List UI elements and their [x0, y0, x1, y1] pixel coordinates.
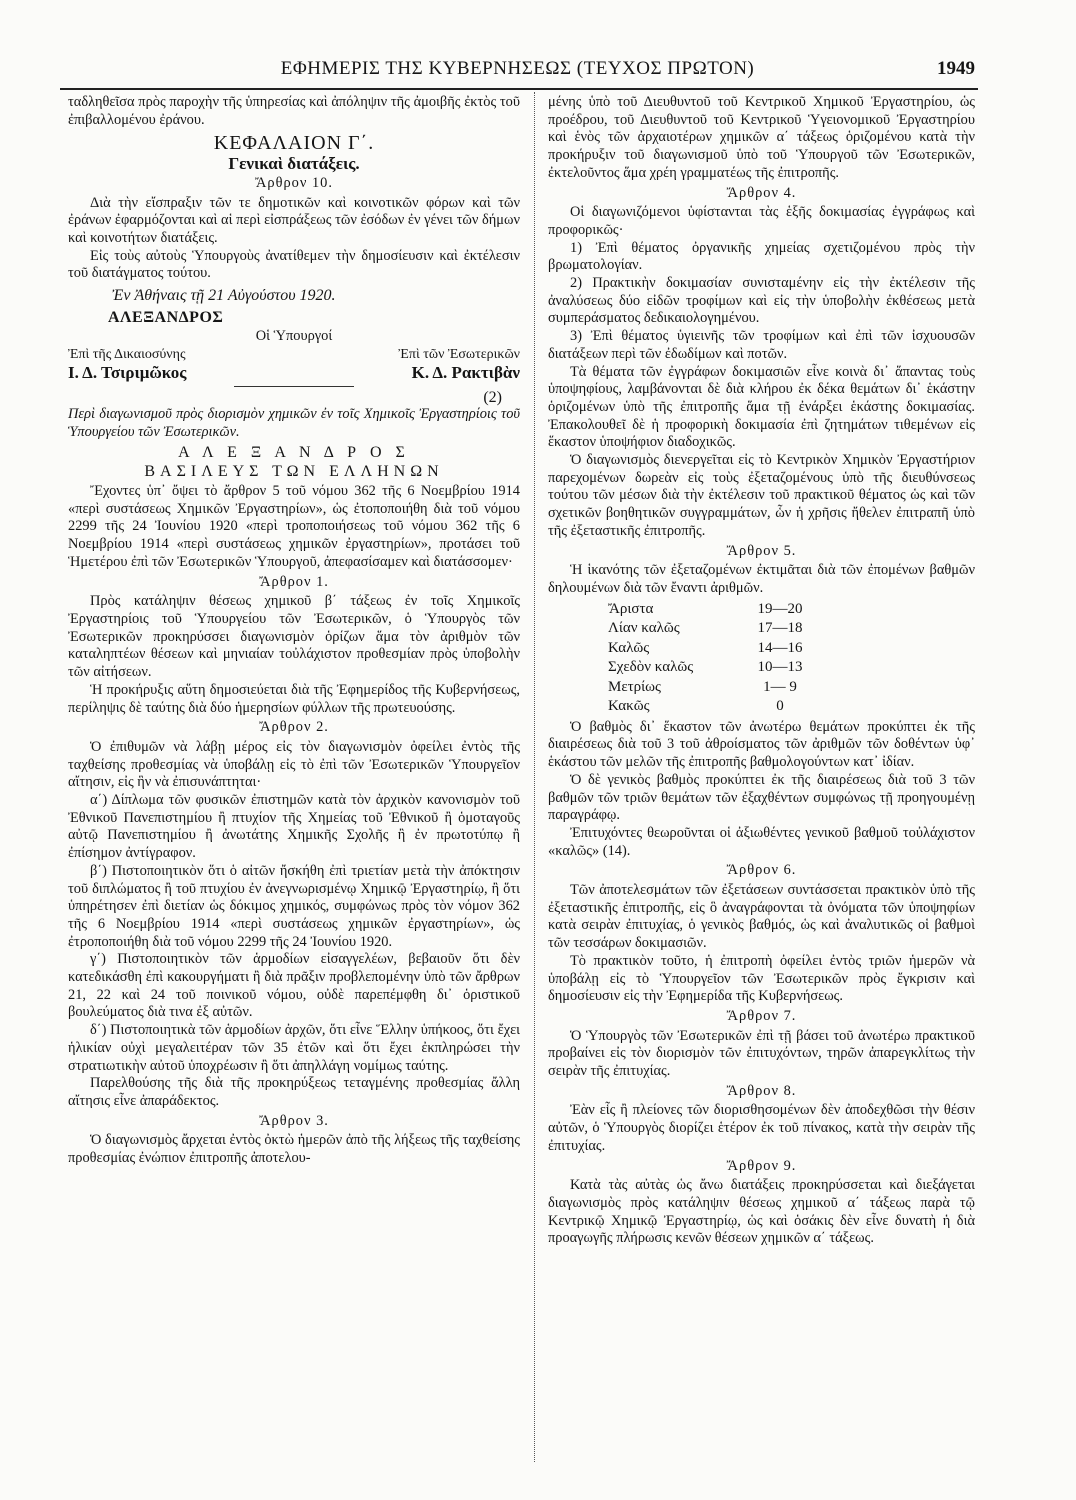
article-8-paragraph: Ἐὰν εἷς ἢ πλείονες τῶν διορισθησομένων δὲν ἀποδεχθῶσι τὴν θέσιν αὐτῶν, ὁ Ὑπουργὸς διορίζει ἑτέρον ἐκ τοῦ πίνακος, κατὰ τὴν σειρὰν τῆς ἐπιτυχίας. — [548, 1102, 975, 1154]
article-7-paragraph: Ὁ Ὑπουργὸς τῶν Ἐσωτερικῶν ἐπὶ τῇ βάσει τοῦ ἀνωτέρω πρακτικοῦ προβαίνει εἰς τὸν διορισμὸν τῶν ἐπιτυχόντων, τηρῶν ἀπαρεγκλίτως τὴν σειρὰν τῆς ἐπιτυχίας. — [548, 1027, 975, 1080]
column-divider — [534, 92, 535, 1462]
article-4-paragraph: Τὰ θέματα τῶν ἐγγράφων δοκιμασιῶν εἶνε κοινὰ δι᾿ ἅπαντας τοὺς ὑποψηφίους, λαμβάνονται δὲ διὰ κλήρου ἐκ δέκα θεμάτων δι᾿ ἑκάστην ὁριζομένων ὑπὸ τῆς ἐπιτροπῆς ἅμα τῇ ἐνάρξει ἑκάστης δοκιμασίας. Ἐπακολουθεῖ δὲ ἡ προφορικὴ δοκιμασία ἐπὶ ζητημάτων τιθεμένων εἰς ἕκαστον ὑποψήφιον διαδοχικῶς. — [548, 363, 975, 451]
article-9-paragraph: Κατὰ τὰς αὐτὰς ὡς ἄνω διατάξεις προκηρύσσεται καὶ διεξάγεται διαγωνισμὸς πρὸς κατάληψιν θέσεως χημικοῦ α΄ τάξεως παρὰ τῷ Κεντρικῷ Χημικῷ Ἐργαστηρίῳ, ὡς καὶ ὁσάκις δὲν εἶνε δυνατὴ ἡ διὰ προαγωγῆς πλήρωσις κενῶν θέσεων χημικῶν α΄ τάξεως. — [548, 1177, 975, 1247]
article-2-item: γ΄) Πιστοποιητικὸν τῶν ἁρμοδίων εἰσαγγελέων, βεβαιοῦν ὅτι δὲν κατεδικάσθη ἐπὶ κακουργήματι ἢ διὰ πρᾶξιν προβλεπομένην ὑπὸ τῶν ἄρθρων 21, 22 καὶ 24 τοῦ ποινικοῦ νόμου, οὐδὲ παρεπέμφθη δι᾿ ὁριστικοῦ βουλεύματος διὰ τινα ἐξ αὐτῶν. — [68, 951, 520, 1021]
gazette-title: ΕΦΗΜΕΡΙΣ ΤΗΣ ΚΥΒΕΡΝΗΣΕΩΣ (ΤΕΥΧΟΣ ΠΡΩΤΟΝ) — [280, 58, 755, 79]
page-number: 1949 — [937, 58, 975, 79]
article-8-title: Ἄρθρον 8. — [726, 1082, 797, 1099]
grade-row — [608, 639, 975, 659]
decree-number: (2) — [483, 388, 502, 406]
grade-row — [608, 619, 975, 639]
article-2-paragraph: Παρελθούσης τῆς διὰ τῆς προκηρύξεως τεταγμένης προθεσμίας ἄλλη αἴτησις εἶνε ἀπαράδεκτος. — [68, 1075, 520, 1109]
article-5-title: Ἄρθρον 5. — [726, 542, 797, 559]
article-1-title: Ἄρθρον 1. — [259, 573, 329, 590]
article-4-paragraph: Οἱ διαγωνιζόμενοι ὑφίστανται τὰς ἑξῆς δοκιμασίας ἐγγράφως καὶ προφορικῶς· — [548, 204, 975, 238]
grade-range: 10—13 — [757, 659, 803, 676]
page-header — [60, 58, 975, 84]
article-3-title: Ἄρθρον 3. — [259, 1112, 329, 1129]
minister-names-row — [68, 364, 520, 382]
minister-interior-name: Κ. Δ. Ρακτιβὰν — [411, 362, 520, 382]
decree-date: Ἐν Ἀθήναις τῇ 21 Αὐγούστου 1920. — [112, 287, 336, 305]
article-5-paragraph: Ἐπιτυχόντες θεωροῦνται οἱ ἀξιωθέντες γενικοῦ βαθμοῦ τοὐλάχιστον «καλῶς» (14). — [548, 824, 975, 859]
continued-paragraph: μένης ὑπὸ τοῦ Διευθυντοῦ τοῦ Κεντρικοῦ Χημικοῦ Ἐργαστηρίου, ὡς προέδρου, τοῦ Διευθυντοῦ τοῦ Κεντρικοῦ Ὑγειονομικοῦ Ἐργαστηρίου καὶ ἑνὸς τῶν ἀρχαιοτέρων χημικῶν α΄ τάξεως ὁριζομένου κατὰ τὴν προκήρυξιν τοῦ διαγωνισμοῦ ὑπὸ τοῦ Ὑπουργοῦ τῶν Ἐσωτερικῶν, ἐκτελοῦντος ἅμα χρέη γραμματέως τῆς ἐπιτροπῆς. — [548, 94, 975, 181]
article-9-title: Ἄρθρον 9. — [726, 1157, 797, 1174]
grade-label: Κακῶς — [608, 698, 650, 715]
grade-label: Ἄριστα — [608, 600, 654, 617]
king-heading: Α Λ Ε Ξ Α Ν Δ Ρ Ο Σ — [178, 443, 410, 461]
article-5-paragraph: Ὁ βαθμὸς δι᾿ ἕκαστον τῶν ἀνωτέρω θεμάτων προκύπτει ἐκ τῆς διαιρέσεως διὰ τοῦ 3 τοῦ ἀθροίσματος τῶν ἀριθμῶν τῶν δοθέντων ὑφ᾿ ἑκάστου τῶν μελῶν τῆς ἐπιτροπῆς βαθμολογούντων κατ᾿ ἰδίαν. — [548, 718, 975, 771]
grade-label: Λίαν καλῶς — [608, 620, 680, 637]
grade-label: Μετρίως — [608, 678, 661, 695]
decree-title: Περὶ διαγωνισμοῦ πρὸς διορισμὸν χημικῶν ἐν τοῖς Χημικοῖς Ἐργαστηρίοις τοῦ Ὑπουργείου τῶν Ἐσωτερικῶν. — [68, 406, 520, 440]
grade-row — [608, 697, 975, 717]
grades-table — [608, 600, 975, 717]
grade-range: 19—20 — [757, 600, 803, 617]
grade-range: 0 — [776, 698, 784, 715]
chapter-title: ΚΕΦΑΛΑΙΟΝ Γ΄. — [213, 132, 375, 155]
grade-row — [608, 678, 975, 698]
right-column — [548, 94, 975, 1248]
article-4-paragraph: Ὁ διαγωνισμὸς διενεργεῖται εἰς τὸ Κεντρικὸν Χημικὸν Ἐργαστήριον παρεχομένων δωρεὰν εἰς τοὺς ἐξεταζομένους ὑπὸ τῆς διευθύνσεως τούτου τῶν μέσων διὰ τὴν ἐκτέλεσιν τοῦ πρακτικοῦ θέματος ὡς καὶ τῶν σχετικῶν βοηθητικῶν συγγραμμάτων, ὧν ἡ χρῆσις ἤθελεν ἐπιτραπῆ ὑπὸ τῆς ἐξεταστικῆς ἐπιτροπῆς. — [548, 452, 975, 539]
king-title: ΒΑΣΙΛΕΥΣ ΤΩΝ ΕΛΛΗΝΩΝ — [144, 463, 444, 481]
article-2-title: Ἄρθρον 2. — [259, 719, 329, 736]
article-10-paragraph: Εἰς τοὺς αὐτοὺς Ὑπουργοὺς ἀνατίθεμεν τὴν δημοσίευσιν καὶ ἐκτέλεσιν τοῦ διατάγματος τούτου. — [68, 247, 520, 282]
preamble: Ἔχοντες ὑπ᾿ ὄψει τὸ ἄρθρον 5 τοῦ νόμου 362 τῆς 6 Νοεμβρίου 1914 «περὶ συστάσεως Χημικῶν Ἐργαστηρίων», ὡς ἐτοποποιήθη διὰ τοῦ νόμου 2299 τῆς 24 Ἰουνίου 1920 «περὶ τροποποιήσεως τοῦ νόμου 362 τῆς 6 Νοεμβρίου 1914 «περὶ συστάσεως χημικῶν ἐργαστηρίων», προτάσει τοῦ Ἡμετέρου ἐπὶ τῶν Ἐσωτερικῶν Ὑπουργοῦ, ἀπεφασίσαμεν καὶ διατάσσομεν· — [68, 483, 520, 570]
article-4-title: Ἄρθρον 4. — [726, 184, 797, 201]
grade-row — [608, 600, 975, 620]
article-4-item: 2) Πρακτικὴν δοκιμασίαν συνισταμένην εἰς τὴν ἐκτέλεσιν τῆς ἀναλύσεως δύο εἰδῶν τροφίμων καὶ εἰς τὴν ὑποβολὴν ἐκθέσεως μετὰ συμπεράσματος δεδικαιολογημένου. — [548, 275, 975, 327]
article-6-paragraph: Τῶν ἀποτελεσμάτων τῶν ἐξετάσεων συντάσσεται πρακτικὸν ὑπὸ τῆς ἐξεταστικῆς ἐπιτροπῆς, εἰς ὃ ἀναγράφονται τὰ ὀνόματα τῶν ὑποψηφίων κατὰ σειρὰν ἐπιτυχίας, ὁ γενικὸς βαθμός, ὡς καὶ ἀναλυτικῶς οἱ βαθμοὶ τῶν τεσσάρων δοκιμασιῶν. — [548, 882, 975, 952]
article-1-paragraph: Ἡ προκήρυξις αὕτη δημοσιεύεται διὰ τῆς Ἐφημερίδος τῆς Κυβερνήσεως, περίληψις δὲ ταύτης διὰ δύο ἡμερησίων φύλλων τῆς πρωτευούσης. — [68, 681, 520, 716]
grade-range: 14—16 — [757, 639, 803, 656]
article-4-item: 1) Ἐπὶ θέματος ὀργανικῆς χημείας σχετιζομένου πρὸς τὴν βρωματολογίαν. — [548, 239, 975, 274]
article-6-paragraph: Τὸ πρακτικὸν τοῦτο, ἡ ἐπιτροπὴ ὀφείλει ἐντὸς τριῶν ἡμερῶν νὰ ὑποβάλῃ εἰς τὸ Ὑπουργεῖον τῶν Ἐσωτερικῶν πρὸς ἔγκρισιν καὶ δημοσίευσιν εἰς τὴν Ἐφημερίδα τῆς Κυβερνήσεως. — [548, 952, 975, 1005]
article-3-paragraph: Ὁ διαγωνισμὸς ἄρχεται ἐντὸς ὀκτὼ ἡμερῶν ἀπὸ τῆς λήξεως τῆς ταχθείσης προθεσμίας ἐνώπιον ἐπιτροπῆς ἀποτελου- — [68, 1132, 520, 1167]
minister-justice-label: Ἐπὶ τῆς Δικαιοσύνης — [68, 347, 186, 363]
grade-range: 17—18 — [757, 620, 803, 637]
minister-justice-name: Ι. Δ. Τσιριμῶκος — [68, 362, 187, 382]
minister-labels-row — [68, 346, 520, 364]
article-4-item: 3) Ἐπὶ θέματος ὑγιεινῆς τῶν τροφίμων καὶ ἐπὶ τῶν ἰσχυουσῶν διατάξεων περὶ τῶν ἐδωδίμων καὶ ποτῶν. — [548, 328, 975, 362]
minister-interior-label: Ἐπὶ τῶν Ἐσωτερικῶν — [398, 347, 520, 363]
left-column — [68, 94, 520, 1168]
section-separator — [234, 386, 354, 387]
intro-paragraph: ταδληθεῖσα πρὸς παροχὴν τῆς ὑπηρεσίας καὶ ἀπόληψιν τῆς ἀμοιβῆς ἐκτὸς τοῦ ἐπιβαλλομένου ἐράνου. — [68, 94, 520, 128]
article-7-title: Ἄρθρον 7. — [726, 1007, 797, 1024]
ministers-label: Οἱ Ὑπουργοί — [255, 328, 333, 345]
article-10-paragraph: Διὰ τὴν εἴσπραξιν τῶν τε δημοτικῶν καὶ κοινοτικῶν φόρων καὶ τῶν ἐράνων ἐφαρμόζονται καὶ αἱ περὶ εἰσπράξεως τῶν ἐσόδων ἐν γένει τῶν δήμων καὶ κοινοτήτων διατάξεις. — [68, 194, 520, 246]
grade-range: 1— 9 — [763, 678, 797, 695]
article-2-item: α΄) Δίπλωμα τῶν φυσικῶν ἐπιστημῶν κατὰ τὸν ἀρχικὸν κανονισμὸν τοῦ Ἐθνικοῦ Πανεπιστημίου ἢ πτυχίον τῆς Χημείας τοῦ Ἐθνικοῦ ἢ ὁμοταγοῦς αὐτῷ Πανεπιστημίου ἢ ἀνωτάτης Χημικῆς Σχολῆς ἢ ἐν πρωτοτύπῳ ἢ ἐπίσημον ἀντίγραφον. — [68, 792, 520, 862]
article-2-item: β΄) Πιστοποιητικὸν ὅτι ὁ αἰτῶν ἤσκήθη ἐπὶ τριετίαν μετὰ τὴν ἀπόκτησιν τοῦ διπλώματος ἢ τοῦ πτυχίου ἐν ἀνεγνωρισμένῳ Χημικῷ Ἐργαστηρίῳ, ἢ ὅτι ὑπηρέτησεν ἐπὶ διετίαν ὡς δόκιμος χημικός, συμφώνως πρὸς τὸν νόμον 362 τῆς 6 Νοεμβρίου 1914 «περὶ συστάσεως χημικῶν ἐργαστηρίων», ὡς ἐτροποποιήθη διὰ τοῦ νόμου 2299 τῆς 24 Ἰουνίου 1920. — [68, 862, 520, 950]
article-10-title: Ἄρθρον 10. — [255, 174, 333, 191]
grade-label: Σχεδὸν καλῶς — [608, 659, 694, 676]
article-5-paragraph: Ἡ ἱκανότης τῶν ἐξεταζομένων ἐκτιμᾶται διὰ τῶν ἐπομένων βαθμῶν δηλουμένων διὰ τῶν ἔναντι ἀριθμῶν. — [548, 562, 975, 596]
header-rule — [60, 88, 978, 90]
article-2-paragraph: Ὁ ἐπιθυμῶν νὰ λάβῃ μέρος εἰς τὸν διαγωνισμὸν ὀφείλει ἐντὸς τῆς ταχθείσης προθεσμίας νὰ ὑποβάλῃ εἰς τὸ ἐπὶ τῶν Ἐσωτερικῶν Ὑπουργεῖον αἴτησιν, εἰς ἣν νὰ ἐπισυνάπτηται· — [68, 738, 520, 791]
article-6-title: Ἄρθρον 6. — [726, 862, 797, 879]
chapter-subtitle: Γενικαὶ διατάξεις. — [228, 154, 360, 174]
grade-label: Καλῶς — [608, 639, 650, 656]
article-1-paragraph: Πρὸς κατάληψιν θέσεως χημικοῦ β΄ τάξεως ἐν τοῖς Χημικοῖς Ἐργαστηρίοις τοῦ Ὑπουργείου τῶν Ἐσωτερικῶν, ὁ Ὑπουργὸς τῶν Ἐσωτερικῶν προκηρύσσει διαγωνισμὸν ὁρίζων ἅμα τὸν ἀριθμὸν τῶν καταληπτέων θέσεων καὶ μηνιαίαν τοὐλάχιστον προθεσμίαν πρὸς ὑποβολὴν τῶν αἰτήσεων. — [68, 593, 520, 681]
grade-row — [608, 658, 975, 678]
article-5-paragraph: Ὁ δὲ γενικὸς βαθμὸς προκύπτει ἐκ τῆς διαιρέσεως διὰ τοῦ 3 τῶν βαθμῶν τῶν τριῶν θεμάτων τῶν ἐξαχθέντων συμφώνως τῇ προηγουμένῃ παραγράφῳ. — [548, 771, 975, 824]
king-signature: ΑΛΕΞΑΝΔΡΟΣ — [108, 308, 224, 326]
article-2-item: δ΄) Πιστοποιητικὰ τῶν ἁρμοδίων ἀρχῶν, ὅτι εἶνε Ἕλλην ὑπήκοος, ὅτι ἔχει ἡλικίαν οὐχὶ μεγαλειτέραν τῶν 35 ἐτῶν καὶ ὅτι ἔχει ἐκπληρώσει τὴν στρατιωτικὴν αὐτοῦ ὑποχρέωσιν ἢ ὅτι ἀπηλλάγη νομίμως ταύτης. — [68, 1022, 520, 1074]
